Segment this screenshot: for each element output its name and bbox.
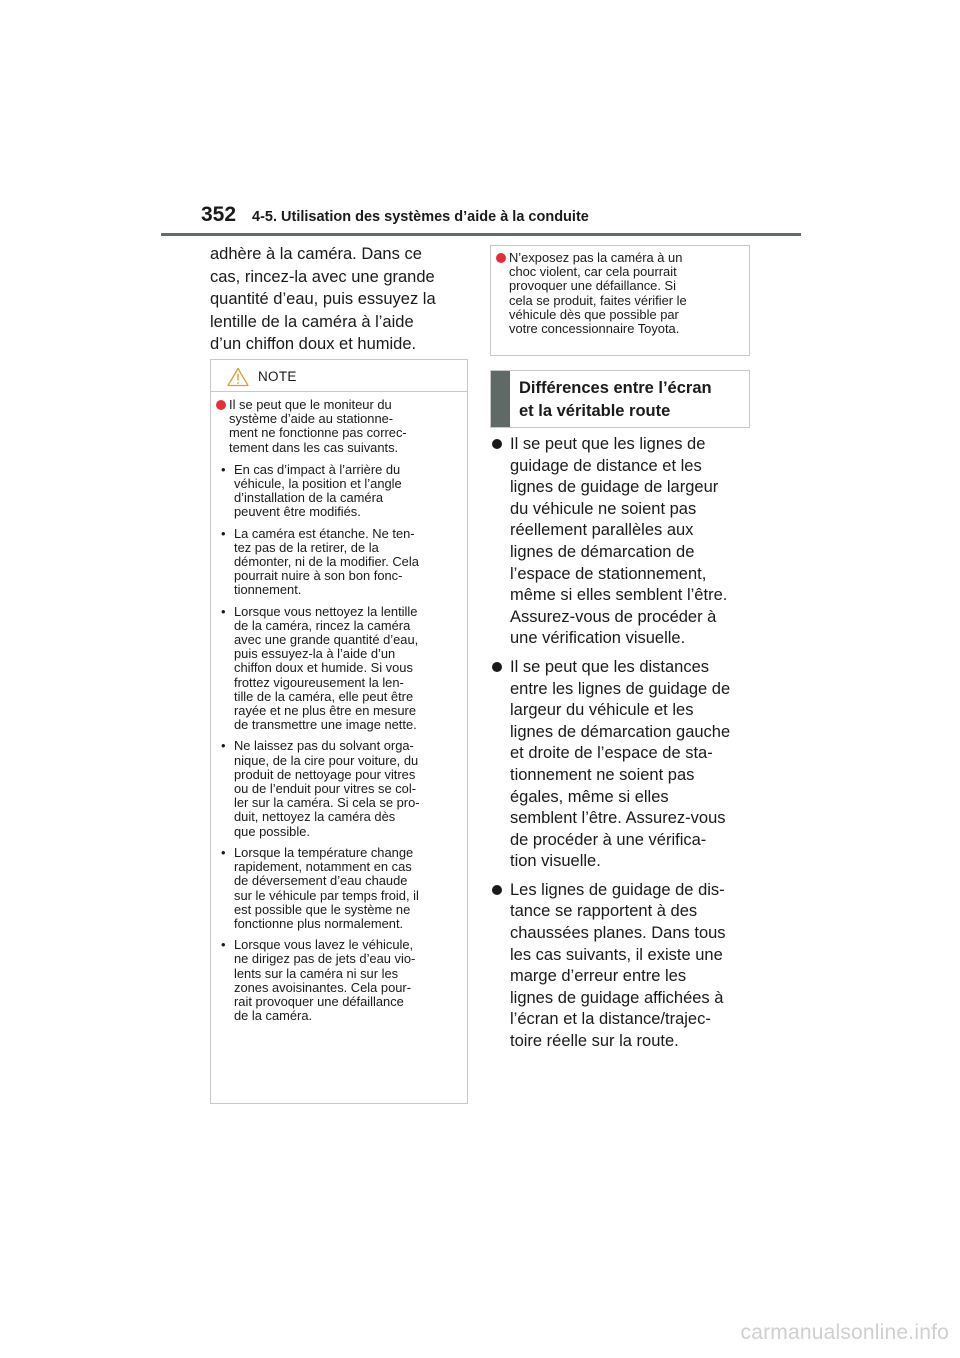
text-line: et la véritable route	[519, 402, 671, 420]
list-item	[492, 434, 750, 650]
text-line: lignes de démarcation gauche	[510, 722, 731, 741]
text-line: adhère à la caméra. Dans ce	[210, 245, 422, 263]
section-heading	[490, 370, 750, 428]
text-line: N’exposez pas la caméra à un	[509, 250, 683, 265]
text-line: votre concessionnaire Toyota.	[509, 321, 680, 337]
text-line: d’un chiffon doux et humide.	[210, 335, 417, 354]
text-line: cela se produit, faites vérifier le	[509, 292, 687, 308]
text-line: Les lignes de guidage de dis-	[510, 880, 725, 899]
text-line: lignes de guidage de largeur	[510, 478, 719, 497]
text-line: est possible que le système ne	[234, 901, 411, 917]
text-line: véhicule, la position et l’angle	[234, 476, 402, 492]
text-line: Assurez-vous de procéder à	[510, 607, 717, 626]
text-line: l’écran et la distance/trajec-	[510, 1010, 711, 1029]
bullet-icon	[492, 662, 502, 672]
page-number: 352	[201, 203, 237, 226]
guidance-list	[492, 434, 750, 1060]
text-line: de transmettre une image nette.	[234, 717, 417, 733]
text-line: Il se peut que le moniteur du	[229, 397, 392, 412]
text-line: d’installation de la caméra	[234, 490, 384, 506]
text-line: démonter, ni de la modifier. Cela	[234, 554, 419, 570]
text-line: ne dirigez pas de jets d’eau vio-	[234, 951, 416, 967]
note-box	[210, 359, 468, 1104]
text-line: de la caméra.	[234, 1008, 313, 1024]
heading-tab	[491, 371, 510, 427]
text-line: que possible.	[234, 823, 310, 839]
text-line: ou de l’enduit pour vitres se col-	[234, 781, 416, 797]
list-item	[492, 880, 750, 1053]
note-title: NOTE	[258, 369, 297, 384]
text-line: Il se peut que les distances	[510, 657, 710, 676]
text-line: de procéder à une vérifica-	[510, 830, 707, 849]
text-line: réellement parallèles aux	[510, 521, 694, 540]
text-line: Lorsque vous lavez le véhicule,	[234, 937, 414, 953]
text-line: fonctionne plus normalement.	[234, 915, 404, 931]
list-item	[492, 657, 750, 873]
note-body	[211, 392, 467, 1023]
bullet-icon	[492, 439, 502, 449]
text-line: ment ne fonctionne pas correc-	[229, 425, 407, 441]
text-line: rapidement, notamment en cas	[234, 859, 412, 875]
text-line: et droite de l’espace de sta-	[510, 744, 713, 763]
section-heading-text	[519, 377, 712, 423]
note-item: • Lorsque la température change rapidement, notamment en cas de déversement d’eau chaude sur le véhicule par temps froid, il est possible que le système ne fonctionne plus normalement.	[216, 846, 459, 931]
section-title: 4-5. Utilisation des systèmes d’aide à la conduite	[252, 209, 589, 225]
text-line: Lorsque la température change	[234, 844, 414, 860]
text-line: frottez vigoureusement la len-	[234, 674, 404, 690]
text-line: semblent l’être. Assurez-vous	[510, 809, 726, 828]
text-line: En cas d’impact à l’arrière du	[234, 461, 401, 477]
watermark: carmanualsonline.info	[740, 1321, 949, 1344]
text-line: une vérification visuelle.	[510, 629, 686, 648]
red-bullet-icon	[496, 253, 506, 263]
note-item: • La caméra est étanche. Ne ten- tez pas de la retirer, de la démonter, ni de la modifier. Cela pourrait nuire à son bon fonc- tionnement.	[216, 527, 459, 598]
text-line: sur le véhicule par temps froid, il	[234, 887, 419, 903]
note-item: • Lorsque vous lavez le véhicule, ne dirigez pas de jets d’eau vio- lents sur la caméra ni sur les zones avoisinantes. Cela pour- rait provoquer une défaillance de la caméra.	[216, 938, 459, 1023]
text-line: Lorsque vous nettoyez la lentille	[234, 603, 418, 619]
note-item: • En cas d’impact à l’arrière du véhicule, la position et l’angle d’installation de la caméra peuvent être modifiés.	[216, 463, 459, 520]
warning-triangle-icon	[227, 367, 249, 387]
text-line: ler sur la caméra. Si cela se pro-	[234, 795, 420, 811]
text-line: tille de la caméra, elle peut être	[234, 688, 414, 704]
text-line: largeur du véhicule et les	[510, 701, 694, 720]
text-line: entre les lignes de guidage de	[510, 679, 731, 698]
note-item: • Lorsque vous nettoyez la lentille de la caméra, rincez la caméra avec une grande quantité d’eau, puis essuyez-la à l’aide d’un chiffon doux et humide. Si vous frottez vigoureusement la len- tille de la caméra, elle peut être rayée et ne plus être en mesure de transmettre une image nette.	[216, 605, 459, 733]
text-line: tion visuelle.	[510, 852, 601, 871]
text-line: lents sur la caméra ni sur les	[234, 965, 399, 981]
text-line: lentille de la caméra à l’aide	[210, 312, 414, 331]
text-line: cas, rincez-la avec une grande	[210, 267, 435, 286]
text-line: La caméra est étanche. Ne ten-	[234, 525, 415, 541]
text-line: nique, de la cire pour voiture, du	[234, 752, 419, 768]
text-line: tance se rapportent à des	[510, 902, 698, 921]
text-line: tez pas de la retirer, de la	[234, 539, 379, 555]
text-line: du véhicule ne soient pas	[510, 499, 697, 518]
text-line: véhicule dès que possible par	[509, 306, 679, 322]
text-line: tement dans les cas suivants.	[229, 439, 399, 455]
text-line: chaussées planes. Dans tous	[510, 924, 726, 943]
text-line: toire réelle sur la route.	[510, 1032, 679, 1051]
text-line: zones avoisinantes. Cela pour-	[234, 979, 411, 995]
bullet-icon	[492, 885, 502, 895]
text-line: pourrait nuire à son bon fonc-	[234, 568, 403, 584]
text-line: rait provoquer une défaillance	[234, 993, 404, 1009]
red-bullet-icon	[216, 400, 226, 410]
text-line: quantité d’eau, puis essuyez la	[210, 290, 436, 309]
camera-shock-note	[490, 245, 750, 356]
text-line: Différences entre l’écran	[519, 379, 712, 397]
text-line: de la caméra, rincez la caméra	[234, 617, 411, 633]
text-line: Ne laissez pas du solvant orga-	[234, 738, 414, 754]
note-item: • Ne laissez pas du solvant orga- nique, de la cire pour voiture, du produit de nettoyage pour vitres ou de l’enduit pour vitres se col- ler sur la caméra. Si cela se pro- duit, nettoyez la caméra dès que possible.	[216, 739, 459, 838]
text-line: produit de nettoyage pour vitres	[234, 766, 416, 782]
text-line: Il se peut que les lignes de	[510, 435, 706, 453]
text-line: tionnement ne soient pas	[510, 765, 695, 784]
note-lead	[216, 398, 459, 455]
text-line: égales, même si elles	[510, 787, 669, 806]
text-line: lignes de guidage affichées à	[510, 988, 724, 1007]
text-line: chiffon doux et humide. Si vous	[234, 660, 413, 676]
text-line: lignes de démarcation de	[510, 542, 695, 561]
text-line: les cas suivants, il existe une	[510, 945, 723, 964]
text-line: de déversement d’eau chaude	[234, 873, 408, 889]
text-line: guidage de distance et les	[510, 456, 702, 475]
left-paragraph	[210, 243, 475, 356]
text-line: rayée et ne plus être en mesure	[234, 703, 417, 719]
text-line: l’espace de stationnement,	[510, 564, 707, 583]
text-line: puis essuyez-la à l’aide d’un	[234, 646, 396, 662]
text-line: avec une grande quantité d’eau,	[234, 632, 419, 648]
text-line: même si elles semblent l’être.	[510, 586, 728, 605]
text-line: peuvent être modifiés.	[234, 504, 361, 520]
text-line: duit, nettoyez la caméra dès	[234, 809, 396, 825]
text-line: marge d’erreur entre les	[510, 967, 687, 986]
note-lead	[496, 251, 741, 336]
text-line: système d’aide au stationne-	[229, 411, 394, 427]
text-line: choc violent, car cela pourrait	[509, 264, 677, 280]
text-line: provoquer une défaillance. Si	[509, 278, 676, 294]
text-line: tionnement.	[234, 582, 302, 598]
header-rule	[161, 233, 801, 236]
note-header	[211, 360, 467, 392]
